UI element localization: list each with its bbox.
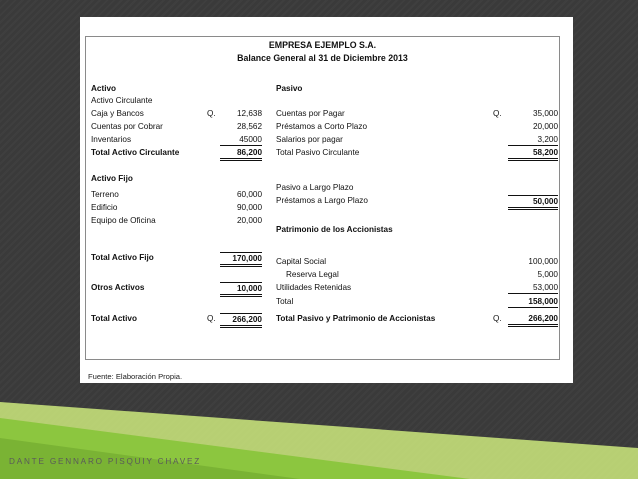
other-assets-value: 10,000	[220, 282, 262, 297]
currency-symbol: Q.	[207, 109, 216, 118]
total-assets-label: Total Activo	[91, 314, 137, 323]
balance-sheet	[85, 36, 560, 360]
other-assets-label: Otros Activos	[91, 283, 145, 292]
asset-label: Cuentas por Cobrar	[91, 122, 163, 131]
liability-label: Préstamos a Corto Plazo	[276, 122, 368, 131]
total-current-liabilities-value: 58,200	[508, 147, 558, 161]
total-fixed-assets-label: Total Activo Fijo	[91, 253, 154, 262]
statement-title: Balance General al 31 de Diciembre 2013	[237, 53, 408, 63]
fixed-assets-heading: Activo Fijo	[91, 174, 133, 183]
total-current-liabilities-label: Total Pasivo Circulante	[276, 148, 360, 157]
equity-heading: Patrimonio de los Accionistas	[276, 225, 393, 234]
liability-label: Cuentas por Pagar	[276, 109, 345, 118]
asset-value: 12,638	[236, 109, 262, 118]
asset-value: 28,562	[236, 122, 262, 131]
company-name: EMPRESA EJEMPLO S.A.	[268, 40, 377, 50]
assets-heading: Activo	[91, 84, 117, 93]
asset-value: 90,000	[236, 203, 262, 212]
total-assets-value: 266,200	[220, 313, 262, 328]
asset-label: Edificio	[91, 203, 118, 212]
asset-value: 60,000	[236, 190, 262, 199]
equity-label: Capital Social	[276, 257, 327, 266]
asset-label: Inventarios	[91, 135, 132, 144]
asset-label: Terreno	[91, 190, 119, 199]
current-assets-heading: Activo Circulante	[91, 96, 153, 105]
equity-value: 53,000	[508, 282, 558, 294]
equity-value: 5,000	[537, 270, 558, 279]
total-current-assets-value: 86,200	[220, 147, 262, 161]
grand-total-label: Total Pasivo y Patrimonio de Accionistas	[276, 314, 436, 323]
total-fixed-assets-value: 170,000	[220, 252, 262, 267]
liability-value: 20,000	[532, 122, 558, 131]
long-term-liabilities-value: 50,000	[508, 195, 558, 210]
equity-label: Utilidades Retenidas	[276, 283, 352, 292]
asset-label: Equipo de Oficina	[91, 216, 156, 225]
asset-value: 20,000	[236, 216, 262, 225]
equity-value: 100,000	[528, 257, 558, 266]
currency-symbol: Q.	[207, 314, 216, 323]
liability-label: Préstamos a Largo Plazo	[276, 196, 368, 205]
liabilities-heading: Pasivo	[276, 84, 303, 93]
source-note: Fuente: Elaboración Propia.	[88, 372, 183, 381]
liability-value: 35,000	[532, 109, 558, 118]
equity-total-label: Total	[276, 297, 294, 306]
currency-symbol: Q.	[493, 109, 502, 118]
asset-value: 45000	[220, 134, 262, 146]
grand-total-value: 266,200	[508, 313, 558, 327]
currency-symbol: Q.	[493, 314, 502, 323]
liability-value: 3,200	[508, 134, 558, 146]
equity-label: Reserva Legal	[286, 270, 339, 279]
equity-total-value: 158,000	[508, 296, 558, 308]
long-term-liabilities-heading: Pasivo a Largo Plazo	[276, 183, 354, 192]
asset-label: Caja y Bancos	[91, 109, 144, 118]
liability-label: Salarios por pagar	[276, 135, 343, 144]
total-current-assets-label: Total Activo Circulante	[91, 148, 180, 157]
author-name: DANTE GENNARO PISQUIY CHAVEZ	[9, 457, 202, 466]
